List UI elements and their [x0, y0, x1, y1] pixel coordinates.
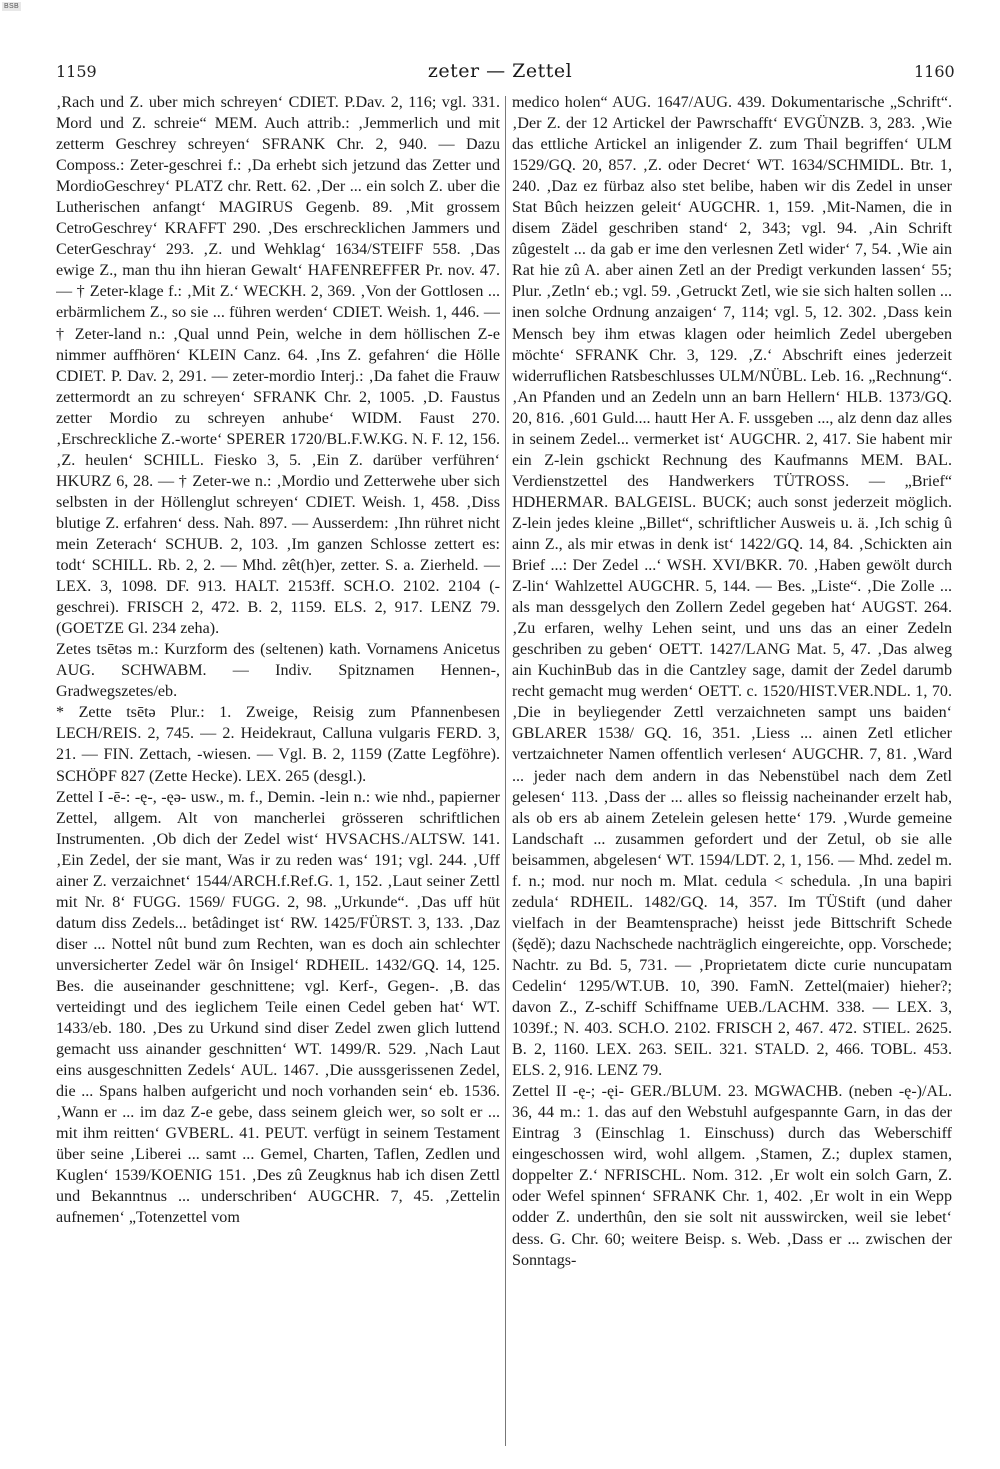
right-column	[512, 92, 952, 1452]
entry-zettel-1: Zettel I -ē-: -ę-, -ęə- usw., m. f., Demin. -lein n.: wie nhd., papierner Zettel, allgem. Alt von mancherlei grösseren schriftlichen Instrumenten. ‚Ob dich der Zedel wist‘ HVSACHS./ALTSW. 141. ‚Ein Zedel, der sie mant, Was ir zu reden was‘ 191; vgl. 244. ‚Uff ainer Z. verzaichnet‘ 1544/ARCH.f.Ref.G. 1, 152. ‚Laut seiner Zettl mit Nr. 8‘ FUGG. 1569/ FUGG. 2, 98. „Urkunde“. ‚Das uff hüt datum diss Zedels... betâdinget ist‘ RW. 1425/FÜRST. 3, 133. ‚Daz diser ... Nottel nût bund zum Rechten, wan es doch ain schlechter unversicherter Zedel wär ôn Insigel‘ RDHEIL. 1432/GQ. 14, 125. Bes. die auseinander geschnittene; vgl. Kerf-, Gegen-. ‚B. das verteidingt und des ieglichem Teile einen Cedel geben hat‘ WT. 1433/eb. 180. ‚Des zu Urkund sind diser Zedel zwen glich luttend gemacht uss ainander geschnitten‘ WT. 1499/R. 529. ‚Nach Laut eins ausgeschnitten Zedels‘ AUL. 1467. ‚Die aussgerissenen Zedel, die ... Spans halben aufgericht und noch vorhanden sein‘ eb. 1536. ‚Wann er ... im daz Z-e gebe, dass seinem gleich wer, so solt er ... mit ihm reitten‘ GVBERL. 41. PEUT. verfügt in seinem Testament über seine ‚Liberei ... samt ... Gemel, Charten, Taflen, Zedlen und Kuglen‘ 1539/KOENIG 151. ‚Des zû Zeugknus hab ich disen Zettl und Bekanntnus ... underschriben‘ AUGCHR. 7, 45. ‚Zettelin aufnemen‘ „Totenzettel vom	[56, 788, 500, 1227]
column-divider	[505, 96, 506, 1446]
entry-zettel-1-continued: medico holen“ AUG. 1647/AUG. 439. Dokumentarische „Schrift“. ‚Der Z. der 12 Artickel der Pawrschafft‘ EVGÜNZB. 3, 283. ‚Wie das ettliche Artickel an inligender Z. zum Thail begriffen‘ ULM 1529/GQ. 20, 857. ‚Z. oder Decret‘ WT. 1634/SCHMIDL. Btr. 1, 240. ‚Daz ez fürbaz also stet belibe, haben wir dis Zedel in unser Stat Bûch heizzen geleit‘ AUGCHR. 1, 159. ‚Mit-Namen, die in disem Zädel geschriben stand‘ 2, 343; vgl. 94. ‚Ain Schrift zûgestelt ... da gab er ime den verlesnen Zetl wider‘ 7, 54. ‚Wie ain Rat hie zû A. aber ainen Zetl an der Predigt verkunden lassen‘ 55; Plur. ‚Zetln‘ eb.; vgl. 59. ‚Getruckt Zetl, wie sie sich halten sollen ... inen solche Ordnung anzaigen‘ 7, 114; vgl. 5, 12. 302. ‚Dass kein Mensch bey ihm etwas klagen oder heimlich Zedel ubergeben möchte‘ SFRANK Chr. 3, 129. ‚Z.‘ Abschrift eines jederzeit widerruflichen Ratsbeschlusses ULM/NÜBL. Leb. 16. „Rechnung“. ‚An Pfanden und an Zedeln unn an barn Hellern‘ HLB. 1373/GQ. 20, 816. ‚601 Guld.... hautt Her A. F. ussgeben ..., alz denn daz alles in seinem Zedel... vermerket ist‘ AUGCHR. 2, 417. Sie habent mir ein Z-lein gschickt Rechnung des Kaufmanns MEM. BAL. Verdienstzettel des Handwerkers TÜTROSS. — „Brief“ HDHERMAR. BALGEISL. BUCK; auch sonst jederzeit möglich. Z-lein jedes kleine „Billet“, schriftlicher Ausweis u. ä. ‚Ich schig û ainn Z., als mir etwas in denk ist‘ 1422/GQ. 14, 84. ‚Schickten ain Brief ...: Der Zedel ...‘ WSH. XVI/BKR. 70. ‚Haben gewölt durch Z-lin‘ Wahlzettel AUGCHR. 5, 144. — Bes. „Liste“. ‚Die Zolle ... als man dessgelych den Zollern Zedel gegeben hat‘ AUGST. 264. ‚Zu erfaren, welhy Lehen seint, und uns das an einer Zedeln geschriben zu geben‘ OETT. 1427/LANG Mat. 5, 47. ‚Das alweg ain KuchinBub das in die Cantzley sage, damit der Zedel darumb recht gemacht mug werden‘ OETT. c. 1520/HIST.VER.NDL. 1, 70. ‚Die in beyliegender Zettl verzaichneten sampt uns baiden‘ GBLARER 1538/ GQ. 16, 351. ‚Liess ... ainen Zetl etlicher vertzaichneter Namen offentlich verlesen‘ AUGCHR. 7, 81. ‚Ward ... jeder nach dem andern in das Nebenstübel nach dem Zetl gelesen‘ 113. ‚Dass der ... alles so fleissig nacheinander erzelt hab, als ob ers ab ainem Zetelein gelesen hette‘ 179. ‚Wurde gemeine Landschaft ... zusammen gefordert und der Zetul, ob sie alle beisammen, abgelesen‘ WT. 1594/LDT. 2, 1, 156. — Mhd. zedel m. f. n.; mod. nur noch m. Mlat. cedula < schedula. ‚In una bapiri zedula‘ RDHEIL. 1482/GQ. 14, 357. Im TÜStift (und daher vielfach in der Beamtensprache) heisst jede Bittschrift Schede (šędĕ); dazu Nachschede nachträglich eingereichte, opp. Vorschede; Nachtr. zu Bd. 5, 731. — ‚Proprietatem dicte curie nuncupatam Cedelin‘ 1295/WT.UB. 10, 390. FamN. Zettel(maier) hieher?; davon Z., Z-schiff Schiffname UEB./LACHM. 338. — LEX. 3, 1039f.; N. 403. SCH.O. 2102. FRISCH 2, 467. 472. STIEL. 2625. B. 2, 1160. LEX. 263. SEIL. 321. STALD. 2, 466. TOBL. 453. ELS. 2, 916. LENZ 79.	[512, 94, 952, 1080]
running-headword: zeter — Zettel	[427, 60, 573, 82]
page-number-left: 1159	[56, 62, 97, 81]
entry-zetes: Zetes tsētəs m.: Kurzform des (seltenen) kath. Vornamens Anicetus AUG. SCHWABM. — Indiv. Spitznamen Hennen-, Gradwegszetes/eb.	[56, 641, 500, 701]
entry-zettel-2: Zettel II -ę-; -ęi- GER./BLUM. 23. MGWACHB. (neben -ę-)/AL. 36, 44 m.: 1. das auf den Webstuhl aufgespannte Garn, in das der Eintrag 3 (Einschlag 1. Einschuss) durch das Weberschiff eingeschossen wird, wohl allgem. ‚Stamen, Z.; duplex stamen, doppelter Z.‘ NFRISCHL. Nom. 312. ‚Er wolt ein solch Garn, Z. oder Wefel spinnen‘ SFRANK Chr. 1, 402. ‚Er wolt in ein Wepp odder Z. underthûn, den sie solt nit ausswircken, weil sie lebet‘ dess. G. Chr. 60; weitere Beisp. s. Web. ‚Dass er ... zwischen der Sonntags-	[512, 1083, 952, 1269]
library-stamp: BSB	[4, 3, 19, 10]
left-column	[56, 92, 500, 1452]
page-number-right: 1160	[914, 62, 955, 81]
entry-zette: * Zette tsētə Plur.: 1. Zweige, Reisig zum Pfannenbesen LECH/REIS. 2, 745. — 2. Heidekraut, Calluna vulgaris FERD. 3, 21. — FIN. Zettach, -wiesen. — Vgl. B. 2, 1159 (Zatte Legföhre). SCHÖPF 827 (Zette Hecke). LEX. 265 (desgl.).	[56, 704, 500, 785]
entry-zeter: ‚Rach und Z. uber mich schreyen‘ CDIET. P.Dav. 2, 116; vgl. 331. Mord und Z. schreie“ MEM. Auch attrib.: ‚Jemmerlich und mit zetterm Geschrey schreyen‘ SFRANK Chr. 2, 940. — Dazu Composs.: Zeter-geschrei f.: ‚Da erhebt sich jetzund das Zetter und MordioGeschrey‘ PLATZ chr. Rett. 62. ‚Der ... ein solch Z. uber die Lutherischen anfangt‘ MAGIRUS Gegenb. 89. ‚Mit grossem CetroGeschrey‘ KRAFFT 290. ‚Des erschrecklichen Jammers und CeterGeschray‘ 293. ‚Z. und Wehklag‘ 1634/STEIFF 558. ‚Das ewige Z., man thu ihn hieran Gewalt‘ HAFENREFFER Pr. nov. 47. — † Zeter-klage f.: ‚Mit Z.‘ WECKH. 2, 369. ‚Von der Gottlosen ... erbärmlichem Z., so sie ... führen werden‘ CDIET. Weish. 1, 446. — † Zeter-land n.: ‚Qual unnd Pein, welche in dem höllischen Z-e nimmer auffhören‘ KLEIN Canz. 64. ‚Ins Z. gefahren‘ die Hölle CDIET. P. Dav. 2, 291. — zeter-mordio Interj.: ‚Da fahet die Frauw zettermordt an zu schreyen‘ SFRANK Chr. 2, 1005. ‚D. Faustus zetter Mordio zu schreyen anhube‘ WIDM. Faust 270. ‚Erschreckliche Z.-worte‘ SPERER 1720/BL.F.W.KG. N. F. 12, 156. ‚Z. heulen‘ SCHILL. Fiesko 3, 5. ‚Ein Z. darüber verführen‘ HKURZ 6, 28. — † Zeter-we n.: ‚Mordio und Zetterwehe uber sich selbsten in der Höllenglut schreyen‘ CDIET. Weish. 1, 458. ‚Diss blutige Z. erfahren‘ dess. Nah. 897. — Ausserdem: ‚Ihn rühret nicht mein Zeterach‘ SCHUB. 2, 103. ‚Im ganzen Schlosse zettert es: todt‘ SCHILL. Rb. 2, 2. — Mhd. zêt(h)er, zetter. S. a. Zierheld. — LEX. 3, 1098. DF. 913. HALT. 2153ff. SCH.O. 2102. 2104 (-geschrei). FRISCH 2, 472. B. 2, 1159. ELS. 2, 917. LENZ 79. (GOETZE Gl. 234 zeha).	[56, 94, 500, 638]
